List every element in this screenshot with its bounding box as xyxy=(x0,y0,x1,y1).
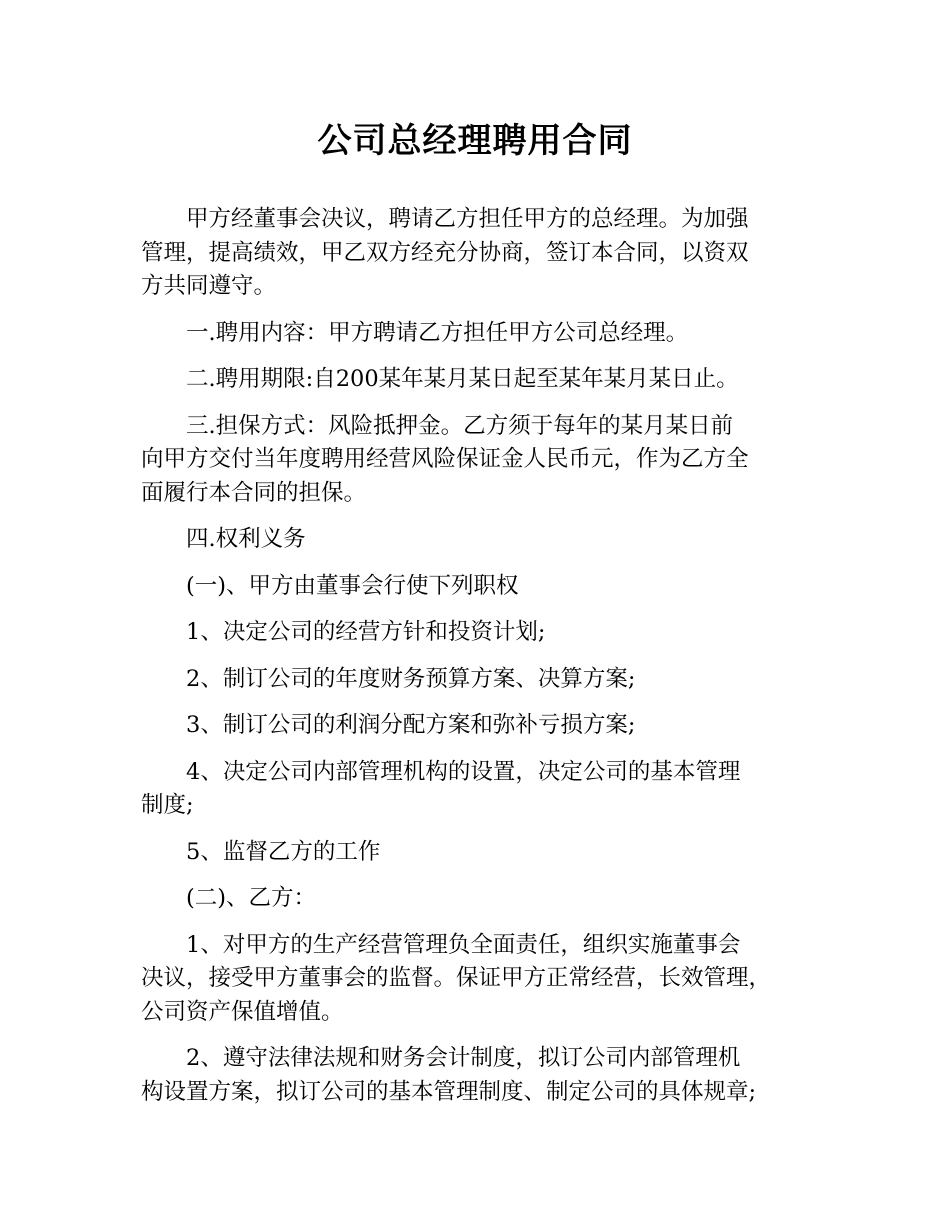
paragraph-employment-term xyxy=(141,363,813,397)
list-item xyxy=(141,616,813,650)
paragraph-line: 四.权利义务 xyxy=(186,526,306,552)
paragraph-line: (一)、甲方由董事会行使下列职权 xyxy=(186,572,519,599)
subsection-heading-party-a xyxy=(141,570,813,604)
list-item xyxy=(141,929,813,1030)
paragraph-line: 制度; xyxy=(141,792,194,818)
paragraph-line: 1、对甲方的生产经营管理负全面责任，组织实施董事会 xyxy=(186,931,741,958)
list-item xyxy=(141,1042,813,1109)
list-item xyxy=(141,836,813,870)
paragraph-line: 管理，提高绩效，甲乙双方经充分协商，签订本合同，以资双 xyxy=(141,239,749,266)
document-title: 公司总经理聘用合同 xyxy=(317,121,633,161)
paragraph-line: (二)、乙方： xyxy=(186,885,317,911)
paragraph-line: 3、制订公司的利润分配方案和弥补亏损方案; xyxy=(186,712,636,738)
subsection-heading-party-b xyxy=(141,882,813,916)
list-item xyxy=(141,663,813,697)
list-item xyxy=(141,709,813,743)
paragraph-line: 二.聘用期限:自200某年某月某日起至某年某月某日止。 xyxy=(186,366,739,392)
paragraph-line: 向甲方交付当年度聘用经营风险保证金人民币元，作为乙方全 xyxy=(141,446,749,472)
paragraph-line: 构设置方案，拟订公司的基本管理制度、制定公司的具体规章; xyxy=(141,1078,757,1105)
paragraph-line: 一.聘用内容：甲方聘请乙方担任甲方公司总经理。 xyxy=(186,319,689,346)
paragraph-guarantee xyxy=(141,410,813,511)
paragraph-line: 面履行本合同的担保。 xyxy=(141,479,367,506)
section-heading-rights xyxy=(141,523,813,557)
paragraph-line: 1、决定公司的经营方针和投资计划; xyxy=(186,619,546,645)
list-item xyxy=(141,756,813,823)
paragraph-line: 决议，接受甲方董事会的监督。保证甲方正常经营，长效管理， xyxy=(141,965,772,991)
paragraph-line: 2、遵守法律法规和财务会计制度，拟订公司内部管理机 xyxy=(186,1045,741,1071)
paragraph-line: 三.担保方式：风险抵押金。乙方须于每年的某月某日前 xyxy=(186,412,734,439)
document-body xyxy=(141,203,813,1122)
paragraph-line: 甲方经董事会决议，聘请乙方担任甲方的总经理。为加强 xyxy=(186,206,749,232)
paragraph-line: 2、制订公司的年度财务预算方案、决算方案; xyxy=(186,665,636,692)
paragraph-employment-content xyxy=(141,317,813,351)
paragraph-line: 4、决定公司内部管理机构的设置，决定公司的基本管理 xyxy=(186,758,741,785)
paragraph-line: 公司资产保值增值。 xyxy=(141,998,344,1025)
paragraph-intro xyxy=(141,203,813,304)
paragraph-line: 5、监督乙方的工作 xyxy=(186,838,381,865)
paragraph-line: 方共同遵守。 xyxy=(141,273,277,299)
